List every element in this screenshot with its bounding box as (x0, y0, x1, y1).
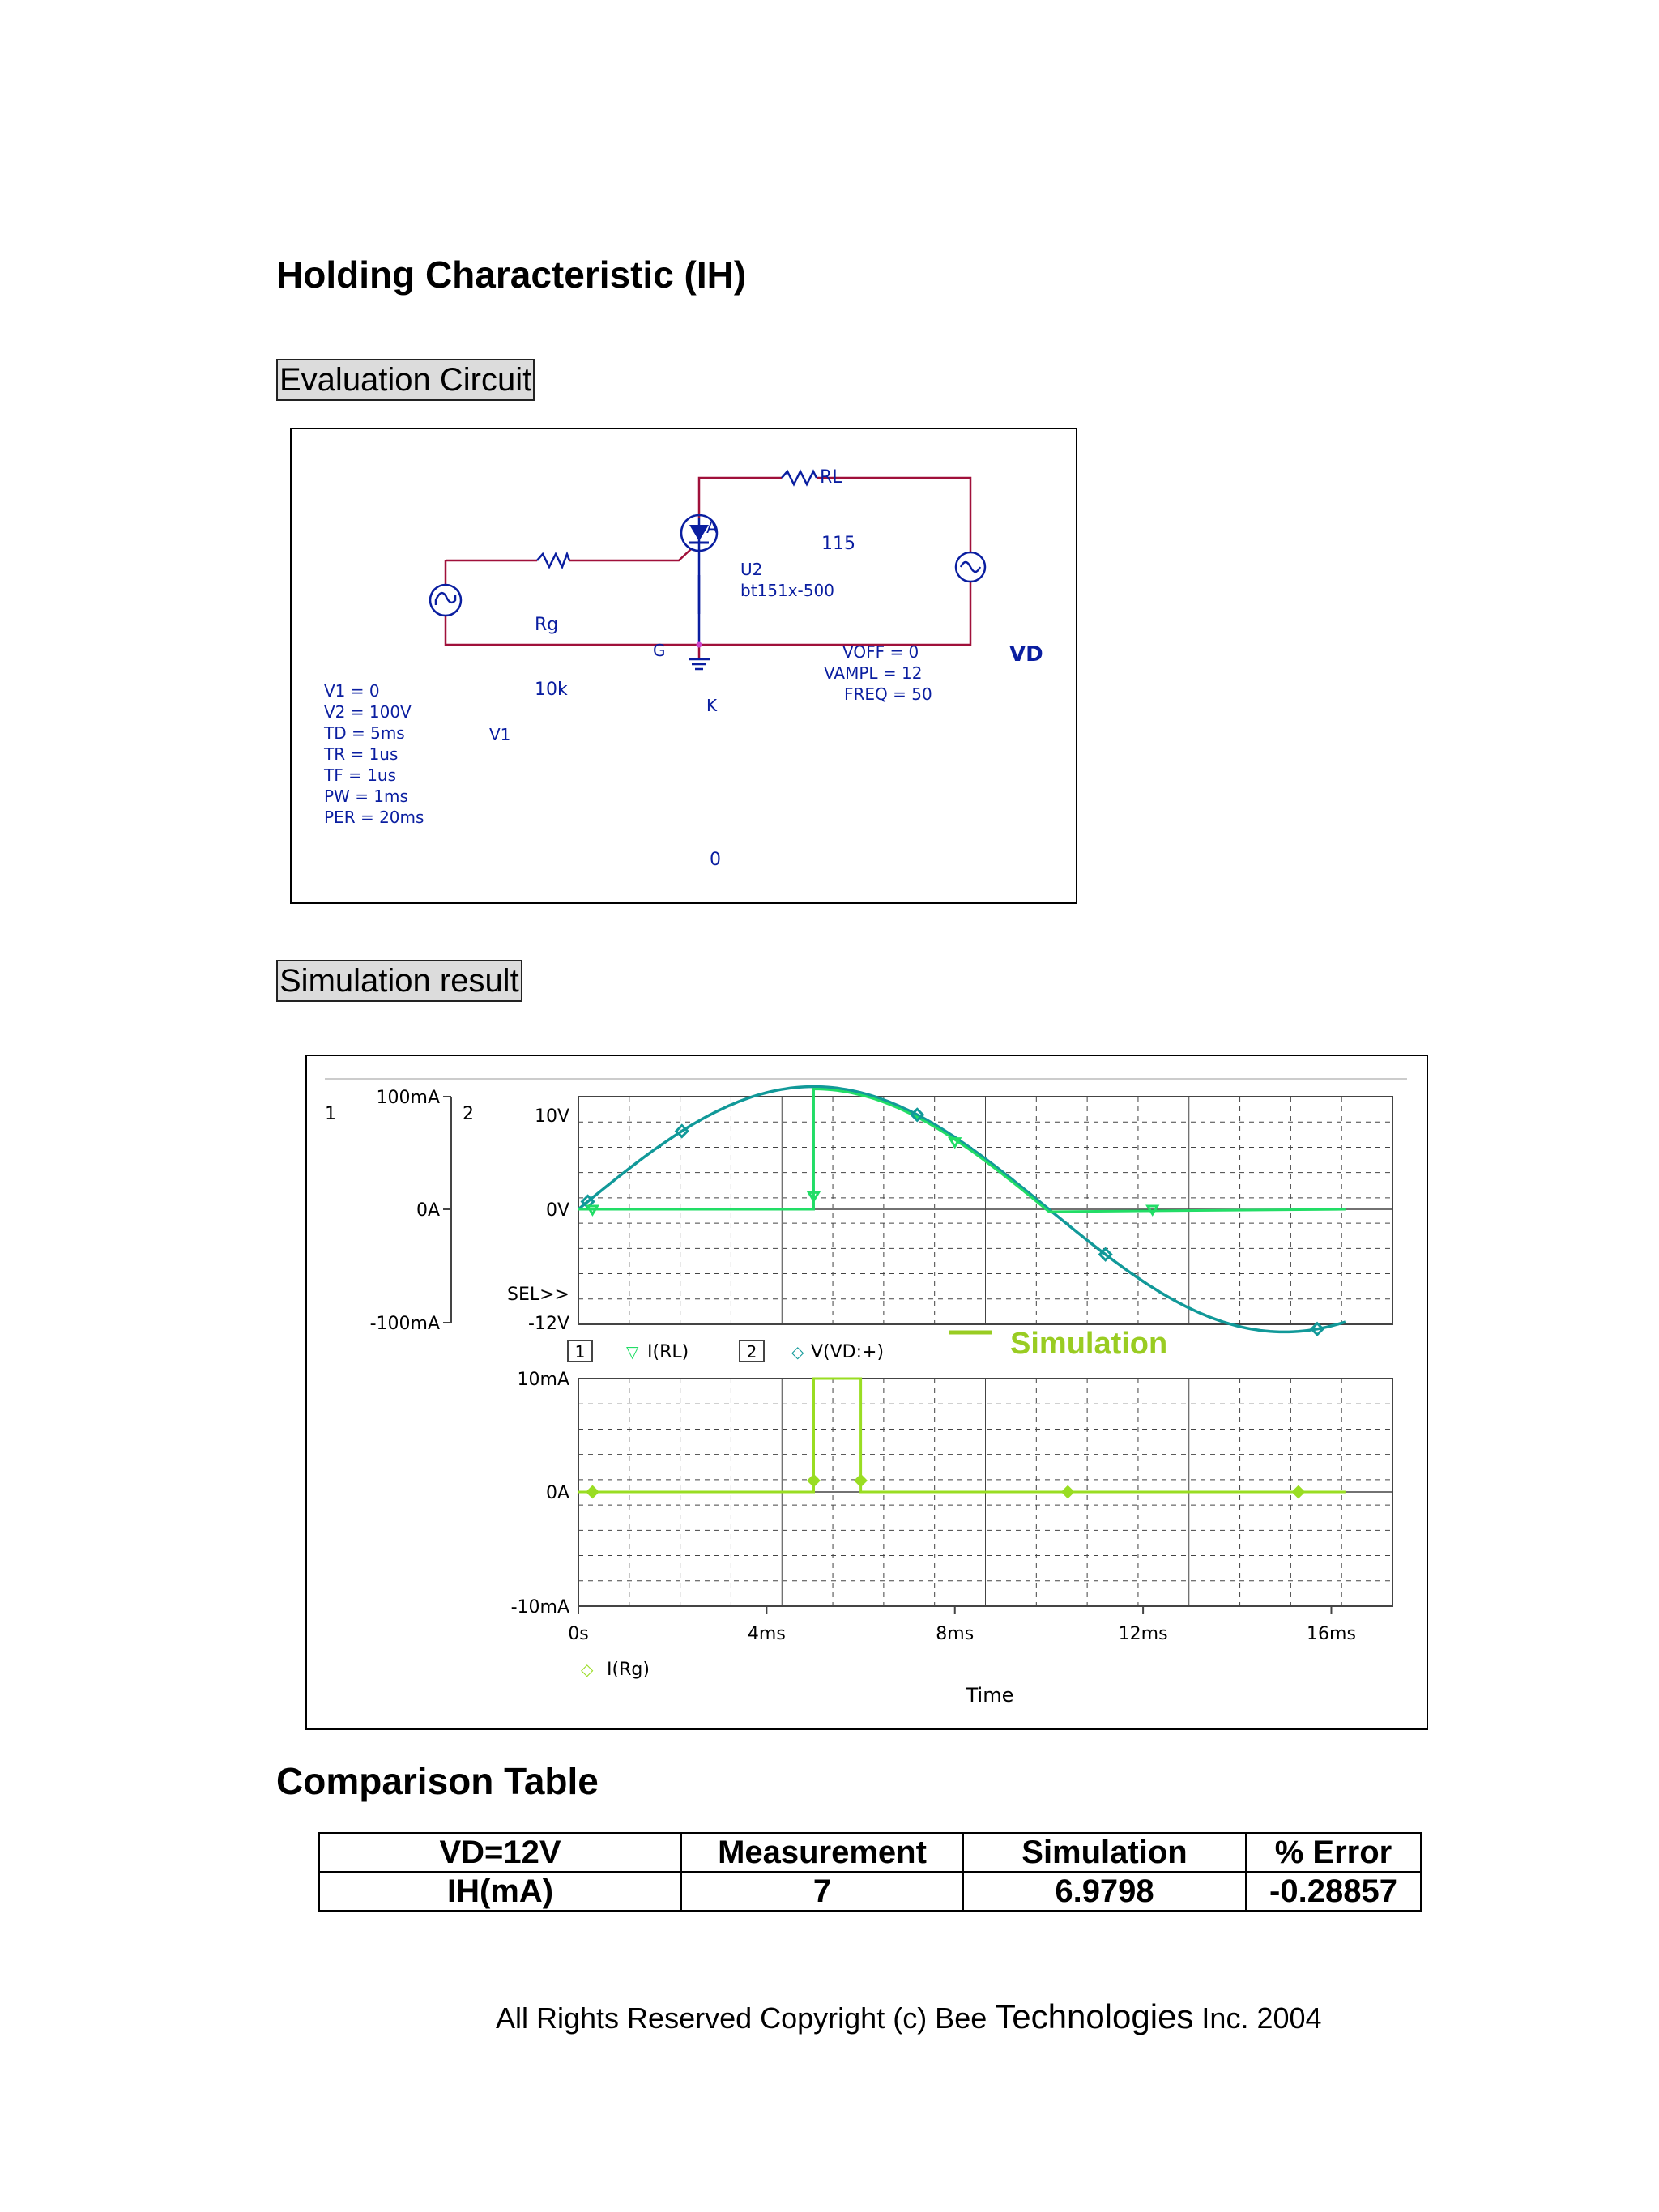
y2-tick: -12V (528, 1314, 569, 1334)
node-k-label: K (706, 696, 718, 715)
vd-param-freq: FREQ = 50 (844, 684, 932, 704)
i-rg-marker (1293, 1486, 1304, 1498)
trace-i-rl (578, 1089, 1346, 1212)
vd-param-vampl: VAMPL = 12 (824, 663, 923, 683)
simulation-plot (305, 1055, 1428, 1730)
axis-2-number: 2 (463, 1104, 474, 1124)
evaluation-circuit-label: Evaluation Circuit (276, 359, 535, 401)
v1-param-pw: PW = 1ms (324, 786, 408, 806)
table-header-cell: VD=12V (319, 1833, 681, 1872)
legend-irg-label: I(Rg) (607, 1660, 650, 1680)
copyright-footer (496, 1997, 1322, 2036)
legend-box-2-text: 2 (746, 1342, 757, 1362)
v1-name: V1 (489, 725, 511, 744)
table-cell: -0.28857 (1246, 1872, 1421, 1911)
y1-tick: -100mA (369, 1314, 440, 1334)
x-tick-label: 12ms (1118, 1624, 1168, 1644)
x-tick-label: 8ms (936, 1624, 975, 1644)
ground-label: 0 (710, 850, 721, 870)
i-rg-marker (855, 1475, 867, 1486)
legend-vvd-marker: ◇ (791, 1342, 804, 1362)
table-header-row (319, 1833, 1421, 1872)
simulation-result-label: Simulation result (276, 960, 522, 1002)
evaluation-circuit-schematic (290, 428, 1077, 904)
table-header-cell: % Error (1246, 1833, 1421, 1872)
legend-irg-marker: ◇ (581, 1660, 594, 1679)
i-rg-marker (1062, 1486, 1073, 1498)
v1-param-td: TD = 5ms (324, 723, 405, 743)
simulation-legend-label: Simulation (1010, 1327, 1168, 1361)
node-a-label: A (706, 518, 718, 537)
comparison-table-title: Comparison Table (276, 1760, 599, 1802)
table-cell: 6.9798 (963, 1872, 1246, 1911)
footer-text: Inc. 2004 (1193, 2001, 1322, 2035)
rl-resistor-symbol (782, 471, 817, 484)
i-rl-marker (950, 1139, 960, 1147)
i-rg-marker (808, 1475, 819, 1486)
footer-company: Technologies (995, 1997, 1194, 2035)
y1-tick: 0A (416, 1200, 440, 1221)
page-title: Holding Characteristic (IH) (276, 254, 747, 296)
comparison-table (318, 1832, 1422, 1912)
table-header-cell: Measurement (681, 1833, 963, 1872)
rg-resistor-symbol (537, 554, 569, 567)
u2-part: bt151x-500 (740, 581, 834, 600)
y2-tick: 10V (534, 1106, 569, 1127)
v1-param-v2: V2 = 100V (324, 702, 412, 722)
y3-tick: -10mA (510, 1597, 569, 1617)
axis-1-number: 1 (325, 1104, 336, 1124)
sel-marker: SEL>> (507, 1285, 569, 1305)
x-axis-label: Time (966, 1684, 1014, 1707)
rl-name: RL (820, 467, 842, 488)
trace-i-rg (578, 1379, 1346, 1492)
y3-tick: 10mA (517, 1370, 569, 1390)
y2-tick: 0V (545, 1200, 569, 1221)
vd-param-voff: VOFF = 0 (842, 642, 919, 662)
u2-name: U2 (740, 560, 763, 579)
x-tick-label: 0s (568, 1624, 589, 1644)
legend-vvd-label: V(VD:+) (811, 1342, 885, 1362)
rl-value: 115 (821, 534, 855, 554)
legend-box-1-text: 1 (574, 1342, 586, 1362)
rg-value: 10k (535, 680, 568, 700)
v1-param-v1: V1 = 0 (324, 681, 380, 701)
y3-tick: 0A (545, 1483, 569, 1503)
circuit-wires (446, 478, 970, 645)
table-row (319, 1872, 1421, 1911)
x-tick-label: 16ms (1307, 1624, 1356, 1644)
table-cell: 7 (681, 1872, 963, 1911)
v1-param-per: PER = 20ms (324, 808, 424, 827)
table-cell: IH(mA) (319, 1872, 681, 1911)
table-header-cell: Simulation (963, 1833, 1246, 1872)
v1-param-tf: TF = 1us (324, 765, 397, 785)
v1-param-tr: TR = 1us (324, 744, 399, 764)
v1-source-symbol (430, 585, 461, 616)
legend-irl-marker: ▽ (626, 1342, 639, 1362)
y1-tick: 100mA (376, 1088, 440, 1108)
footer-text: All Rights Reserved Copyright (c) Bee (496, 2001, 996, 2035)
circuit-components (430, 471, 985, 669)
rg-name: Rg (535, 615, 559, 635)
x-tick-label: 4ms (747, 1624, 786, 1644)
legend-irl-label: I(RL) (647, 1342, 689, 1362)
node-g-label: G (653, 641, 666, 660)
i-rg-marker (586, 1486, 598, 1498)
vd-name: VD (1009, 642, 1043, 667)
